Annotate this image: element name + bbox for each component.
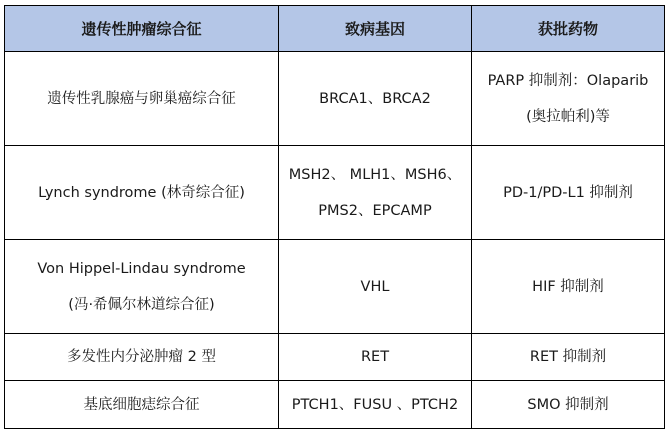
drug-text: PARP 抑制剂：Olaparib — [487, 72, 649, 89]
gene-cell — [279, 381, 472, 429]
drug-text: SMO 抑制剂 — [527, 396, 609, 413]
drug-cell — [472, 240, 665, 334]
header-syndrome: 遗传性肿瘤综合征 — [5, 6, 279, 52]
drug-cell — [472, 381, 665, 429]
syndrome-cell — [5, 146, 279, 240]
gene-cell — [279, 52, 472, 146]
gene-text: MSH2、 MLH1、MSH6、 — [288, 166, 462, 183]
table-row — [5, 240, 665, 334]
gene-text: PMS2、EPCAMP — [318, 202, 432, 219]
header-drug: 获批药物 — [472, 6, 665, 52]
table-row — [5, 334, 665, 381]
syndrome-cell — [5, 381, 279, 429]
syndrome-text: Von Hippel-Lindau syndrome — [37, 260, 246, 277]
drug-text: PD-1/PD-L1 抑制剂 — [503, 184, 633, 201]
header-row — [5, 6, 665, 52]
gene-text: VHL — [360, 278, 390, 295]
syndrome-cell — [5, 52, 279, 146]
syndrome-cell — [5, 334, 279, 381]
drug-cell — [472, 52, 665, 146]
table-row — [5, 381, 665, 429]
syndrome-gene-drug-table — [4, 5, 665, 429]
gene-text: RET — [360, 349, 390, 365]
gene-text: PTCH1、FUSU 、PTCH2 — [291, 396, 459, 413]
gene-cell — [279, 240, 472, 334]
syndrome-cell — [5, 240, 279, 334]
gene-cell — [279, 146, 472, 240]
drug-cell — [472, 146, 665, 240]
syndrome-text: 遗传性乳腺癌与卵巢癌综合征 — [47, 90, 236, 107]
drug-cell — [472, 334, 665, 381]
gene-cell — [279, 334, 472, 381]
drug-text: (奥拉帕利)等 — [526, 108, 610, 125]
gene-text: BRCA1、BRCA2 — [319, 90, 431, 107]
syndrome-text: (冯·希佩尔林道综合征) — [68, 296, 215, 313]
header-gene: 致病基因 — [279, 6, 472, 52]
drug-text: RET 抑制剂 — [529, 349, 607, 365]
table-row — [5, 52, 665, 146]
drug-text: HIF 抑制剂 — [532, 278, 604, 295]
syndrome-text: 多发性内分泌肿瘤 2 型 — [67, 349, 216, 365]
table-row — [5, 146, 665, 240]
syndrome-text: 基底细胞痣综合征 — [83, 396, 200, 413]
syndrome-text: Lynch syndrome (林奇综合征) — [38, 184, 245, 201]
